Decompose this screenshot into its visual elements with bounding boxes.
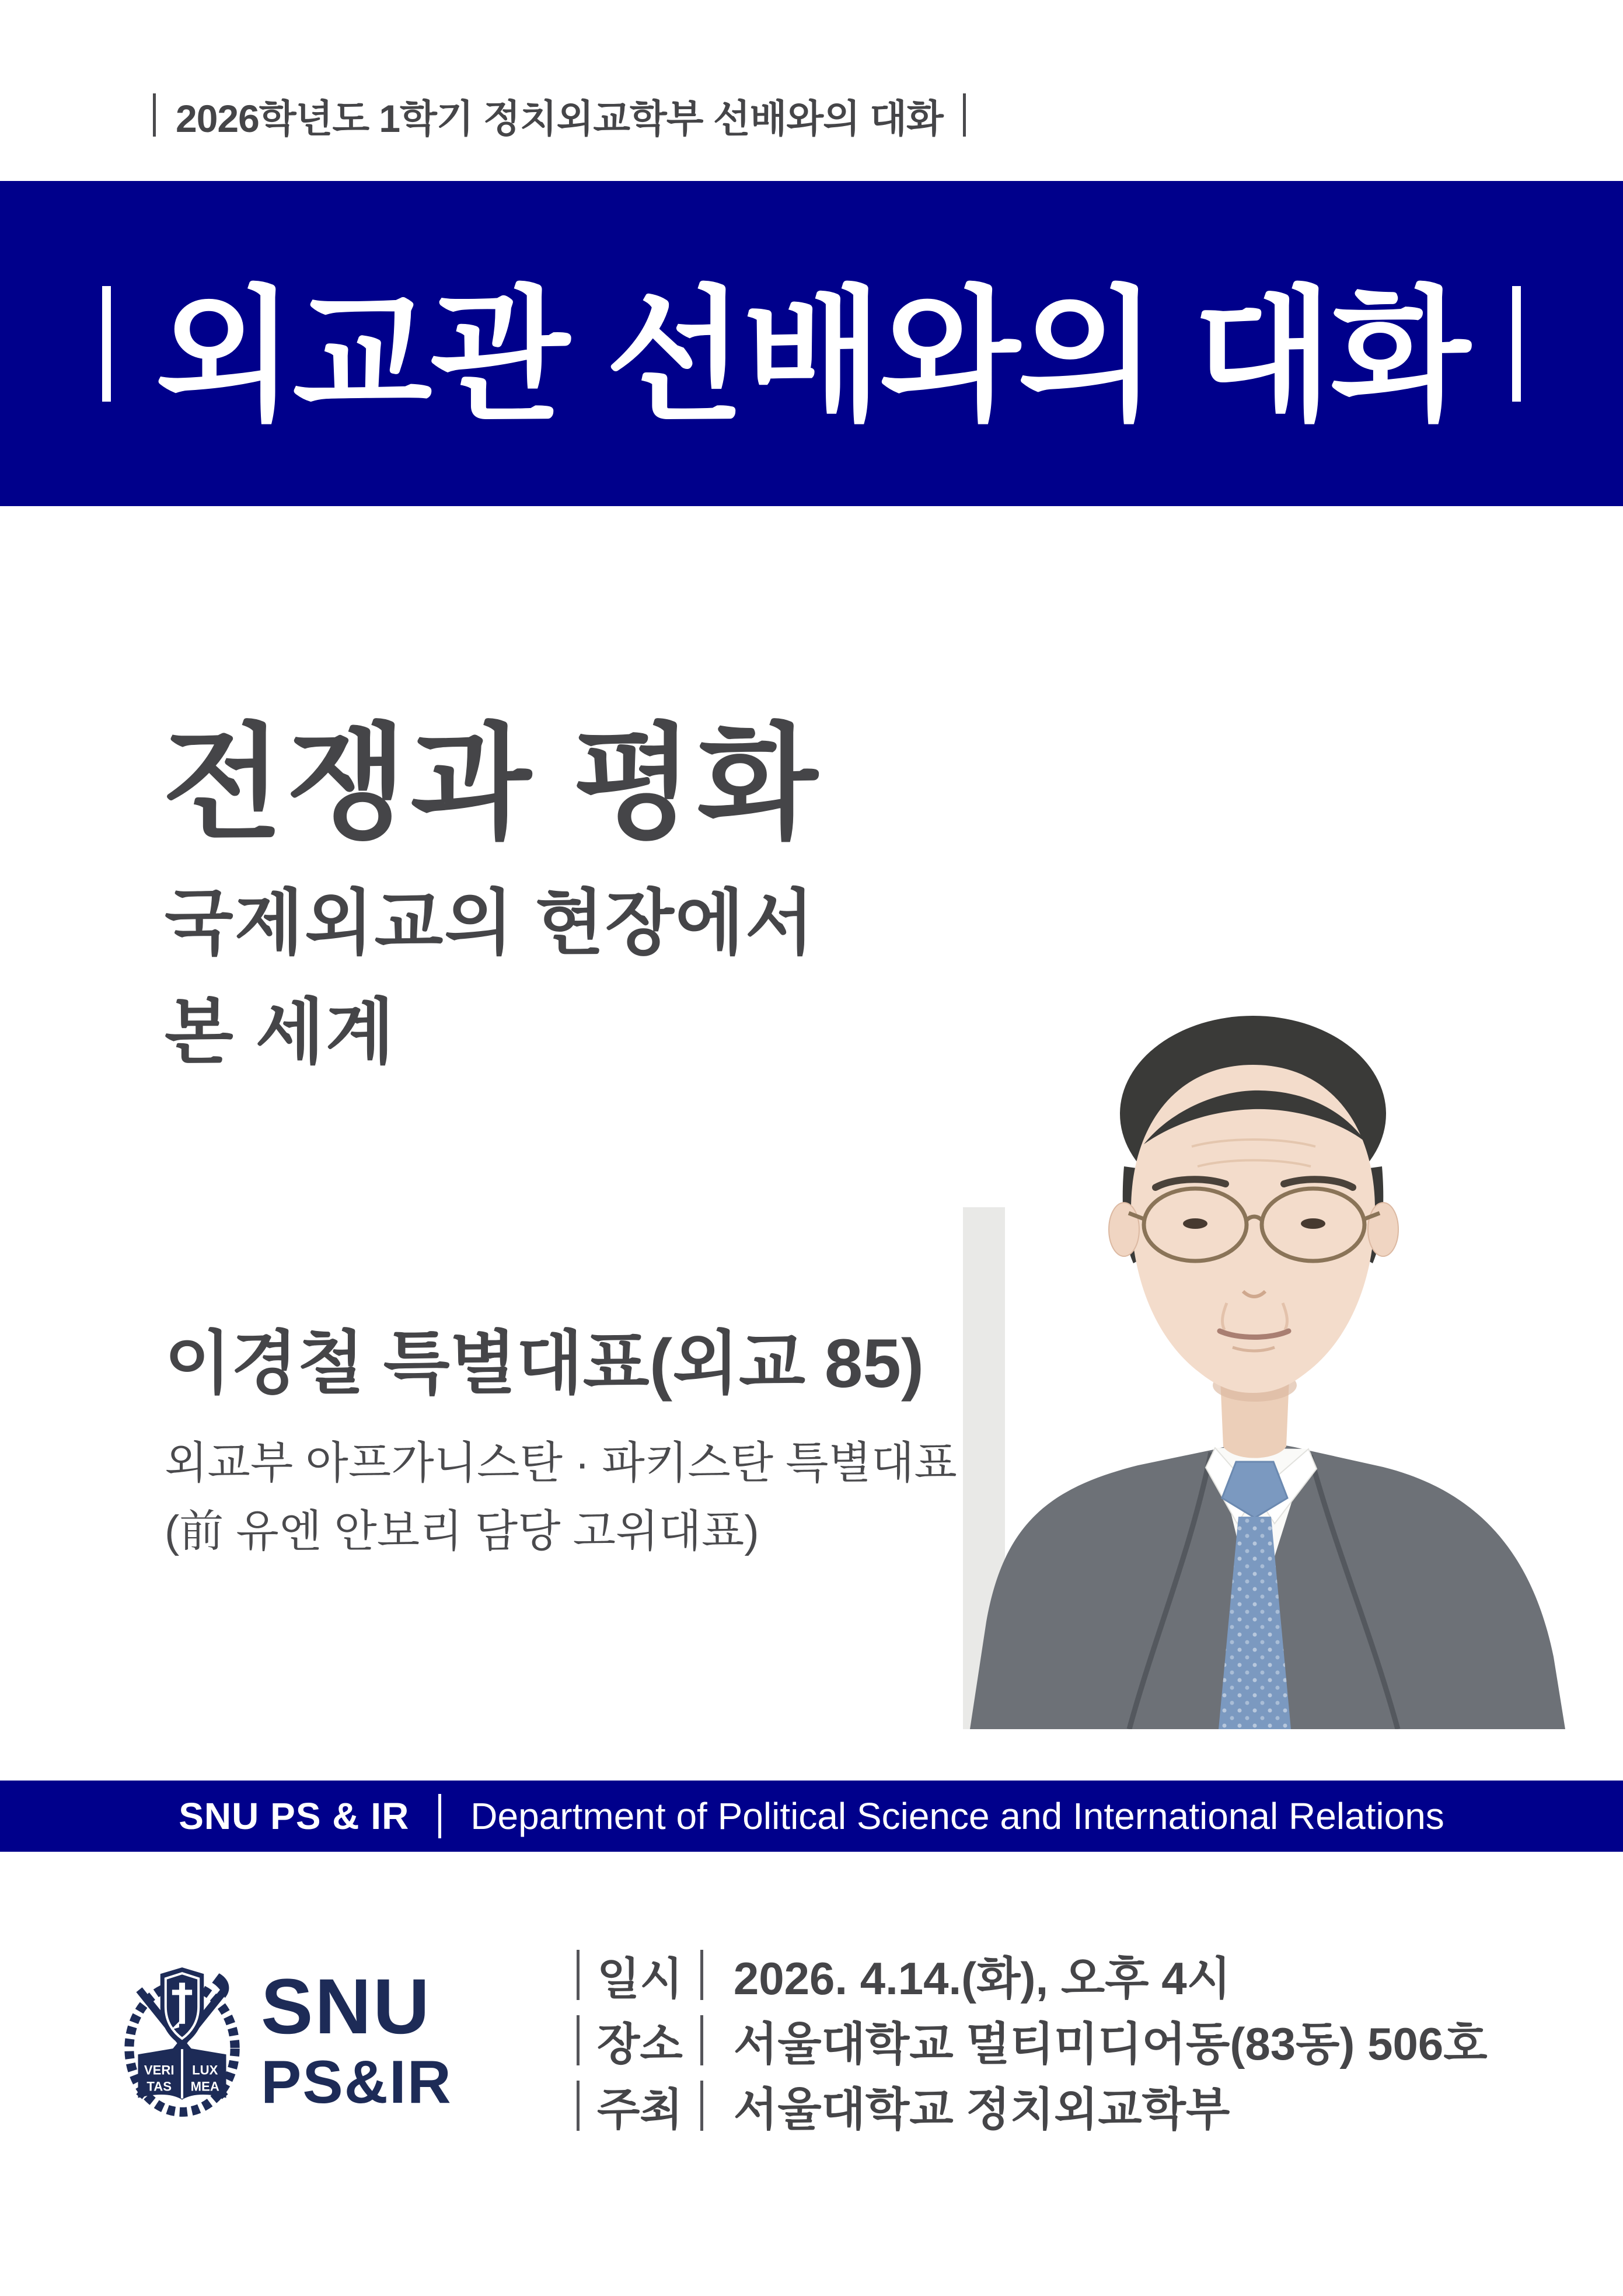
strip-right-label: Department of Political Science and International Relations	[470, 1795, 1444, 1837]
title-banner	[0, 181, 1623, 506]
speaker-description	[165, 1429, 957, 1566]
divider-bar	[153, 93, 156, 137]
speaker-photo	[963, 933, 1582, 1729]
info-label-box	[577, 2081, 703, 2135]
lecture-subtitle	[165, 869, 815, 1087]
seal-word-mea: MEA	[190, 2079, 219, 2094]
lecture-subtitle-line2: 본 세계	[165, 992, 396, 1072]
ear-right	[1368, 1203, 1398, 1256]
snu-seal-icon	[120, 1956, 245, 2126]
seal-word-lux: LUX	[192, 2062, 218, 2078]
eye-right	[1301, 1218, 1325, 1229]
wordmark-snu: SNU	[261, 1963, 431, 2050]
info-row-host	[577, 2081, 1488, 2135]
lecture-title: 전쟁과 평화	[162, 714, 822, 853]
wordmark-psir: PS&IR	[261, 2048, 452, 2116]
info-label-box	[577, 2015, 703, 2069]
info-label: 주최	[597, 2085, 683, 2135]
banner-title: 외교관 선배와의 대화	[155, 274, 1468, 437]
seal-key	[179, 1983, 185, 2023]
info-label-box	[577, 1950, 703, 2004]
snu-wordmark	[261, 1963, 452, 2116]
info-label: 장소	[597, 2019, 683, 2069]
snu-logo	[120, 1956, 452, 2126]
speaker-description-line2: (前 유엔 안보리 담당 고위대표)	[165, 1507, 759, 1556]
divider-bar	[102, 286, 111, 402]
eyebrow-line	[153, 92, 966, 138]
seal-key-bar	[172, 1990, 192, 1995]
seal-word-veri: VERI	[144, 2062, 174, 2078]
divider-bar	[963, 93, 966, 137]
ear-left	[1109, 1203, 1139, 1256]
divider-bar	[1512, 286, 1521, 402]
strip-left-label: SNU PS & IR	[179, 1795, 410, 1837]
divider-bar	[438, 1794, 441, 1838]
info-label: 일시	[597, 1954, 683, 2004]
info-value: 서울대학교 정치외교학부	[733, 2084, 1230, 2135]
department-strip	[0, 1781, 1623, 1852]
info-row-datetime	[577, 1950, 1488, 2004]
speaker-name: 이경철 특별대표(외교 85)	[165, 1325, 924, 1402]
lecture-subtitle-line1: 국제외교의 현장에서	[165, 883, 815, 963]
eyebrow-text: 2026학년도 1학기 정치외교학부 선배와의 대화	[176, 96, 943, 140]
eye-left	[1183, 1218, 1207, 1229]
speaker-description-line1: 외교부 아프가니스탄 · 파키스탄 특별대표	[165, 1438, 957, 1488]
info-value: 서울대학교 멀티미디어동(83동) 506호	[733, 2018, 1488, 2069]
event-info	[577, 1950, 1488, 2135]
seal-word-tas: TAS	[146, 2079, 172, 2094]
info-value: 2026. 4.14.(화), 오후 4시	[733, 1953, 1231, 2004]
info-row-location	[577, 2015, 1488, 2069]
speaker-portrait-graphic	[963, 933, 1582, 1729]
